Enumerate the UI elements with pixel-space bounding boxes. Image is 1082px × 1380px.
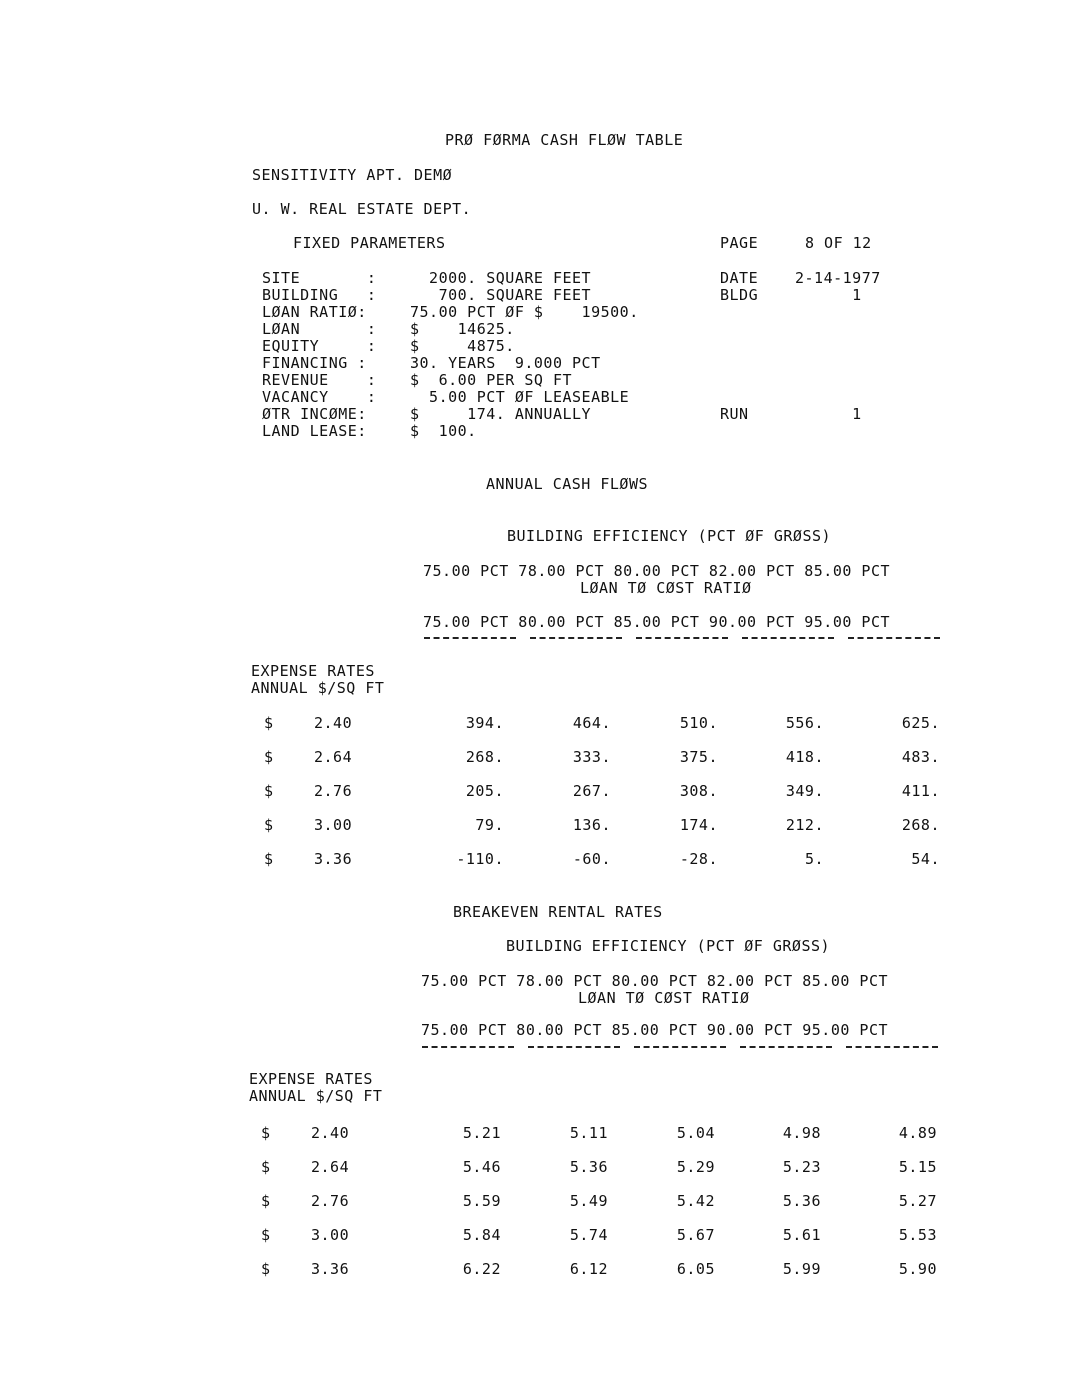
- table-cell: 5.29: [676, 1158, 715, 1176]
- breakeven-heading: BREAKEVEN RENTAL RATES: [453, 903, 663, 921]
- dollar-sign: $: [264, 816, 274, 834]
- parameter-label: REVENUE :: [262, 371, 377, 389]
- table-cell: 5.36: [782, 1192, 821, 1210]
- table-cell: -110.: [456, 850, 504, 868]
- expense-rate: 2.76: [311, 1192, 350, 1210]
- dollar-sign: $: [261, 1260, 271, 1278]
- table-cell: 483.: [901, 748, 940, 766]
- expense-rate: 2.76: [314, 782, 353, 800]
- table-cell: -60.: [572, 850, 611, 868]
- table-cell: 4.89: [898, 1124, 937, 1142]
- project-name: SENSITIVITY APT. DEMØ: [252, 166, 453, 184]
- table-row: [264, 816, 954, 850]
- page-number: 8 OF 12: [805, 234, 872, 252]
- table-cell: 5.53: [898, 1226, 937, 1244]
- table-cell: 5.90: [898, 1260, 937, 1278]
- table-cell: 5.21: [462, 1124, 501, 1142]
- dollar-sign: $: [261, 1124, 271, 1142]
- fixed-parameters-heading: FIXED PARAMETERS: [293, 234, 446, 252]
- parameter-right-value: 2-14-1977: [795, 269, 881, 287]
- table-cell: 333.: [572, 748, 611, 766]
- parameter-row: [262, 320, 902, 337]
- table-row: [264, 748, 954, 782]
- parameter-label: SITE :: [262, 269, 377, 287]
- annual-cash-flows-heading: ANNUAL CASH FLØWS: [486, 475, 649, 493]
- parameter-value: $ 14625.: [410, 320, 515, 338]
- parameter-value: 30. YEARS 9.000 PCT: [410, 354, 601, 372]
- expense-rate: 2.40: [314, 714, 353, 732]
- breakeven-expense-head1: EXPENSE RATES: [249, 1070, 373, 1088]
- dollar-sign: $: [264, 782, 274, 800]
- expense-rate: 3.36: [311, 1260, 350, 1278]
- department-name: U. W. REAL ESTATE DEPT.: [252, 200, 472, 218]
- table-cell: 5.27: [898, 1192, 937, 1210]
- parameter-value: $ 174. ANNUALLY: [410, 405, 592, 423]
- parameter-value: 2000. SQUARE FEET: [410, 269, 592, 287]
- parameter-label: FINANCING :: [262, 354, 367, 372]
- annual-expense-head2: ANNUAL $/SQ FT: [251, 679, 385, 697]
- table-cell: 556.: [785, 714, 824, 732]
- table-cell: 4.98: [782, 1124, 821, 1142]
- table-row: [264, 782, 954, 816]
- table-cell: -28.: [679, 850, 718, 868]
- expense-rate: 3.00: [311, 1226, 350, 1244]
- parameter-row: [262, 286, 902, 303]
- expense-rate: 3.00: [314, 816, 353, 834]
- table-cell: 5.99: [782, 1260, 821, 1278]
- parameter-label: EQUITY :: [262, 337, 377, 355]
- parameter-value: 75.00 PCT ØF $ 19500.: [410, 303, 639, 321]
- breakeven-expense-head2: ANNUAL $/SQ FT: [249, 1087, 383, 1105]
- table-cell: 268.: [901, 816, 940, 834]
- table-row: [261, 1192, 951, 1226]
- table-cell: 174.: [679, 816, 718, 834]
- breakeven-rates-table: [261, 1124, 951, 1294]
- table-cell: 5.23: [782, 1158, 821, 1176]
- expense-rate: 2.40: [311, 1124, 350, 1142]
- page-title: PRØ FØRMA CASH FLØW TABLE: [445, 131, 684, 149]
- dollar-sign: $: [264, 714, 274, 732]
- table-cell: 5.59: [462, 1192, 501, 1210]
- table-cell: 625.: [901, 714, 940, 732]
- table-row: [261, 1158, 951, 1192]
- breakeven-loan-title: LØAN TØ CØST RATIØ: [578, 989, 750, 1007]
- table-cell: 464.: [572, 714, 611, 732]
- parameter-value: $ 4875.: [410, 337, 515, 355]
- parameter-label: VACANCY :: [262, 388, 377, 406]
- table-cell: 54.: [911, 850, 940, 868]
- annual-loan-title: LØAN TØ CØST RATIØ: [580, 579, 752, 597]
- parameter-right-value: 1: [795, 405, 862, 423]
- annual-expense-head1: EXPENSE RATES: [251, 662, 375, 680]
- parameter-row: [262, 269, 902, 286]
- dollar-sign: $: [261, 1192, 271, 1210]
- parameter-value: $ 100.: [410, 422, 477, 440]
- annual-cash-flows-table: [264, 714, 954, 884]
- table-cell: 5.74: [569, 1226, 608, 1244]
- fixed-parameters-list: [262, 269, 902, 439]
- table-cell: 5.15: [898, 1158, 937, 1176]
- table-cell: 205.: [465, 782, 504, 800]
- table-cell: 394.: [465, 714, 504, 732]
- parameter-row: [262, 405, 902, 422]
- parameter-right-label: RUN: [720, 405, 749, 423]
- table-row: [264, 714, 954, 748]
- parameter-label: LØAN RATIØ:: [262, 303, 367, 321]
- table-cell: 375.: [679, 748, 718, 766]
- annual-efficiency-values: 75.00 PCT 78.00 PCT 80.00 PCT 82.00 PCT 85.00 PCT: [423, 562, 891, 580]
- breakeven-header-underline: [422, 1046, 952, 1048]
- dollar-sign: $: [261, 1226, 271, 1244]
- table-cell: 510.: [679, 714, 718, 732]
- parameter-row: [262, 371, 902, 388]
- table-cell: 136.: [572, 816, 611, 834]
- table-cell: 6.12: [569, 1260, 608, 1278]
- table-cell: 212.: [785, 816, 824, 834]
- table-cell: 267.: [572, 782, 611, 800]
- table-cell: 5.49: [569, 1192, 608, 1210]
- parameter-label: LØAN :: [262, 320, 377, 338]
- annual-efficiency-title: BUILDING EFFICIENCY (PCT ØF GRØSS): [507, 527, 832, 545]
- table-cell: 418.: [785, 748, 824, 766]
- table-cell: 5.46: [462, 1158, 501, 1176]
- parameter-label: LAND LEASE:: [262, 422, 367, 440]
- breakeven-efficiency-values: 75.00 PCT 78.00 PCT 80.00 PCT 82.00 PCT 85.00 PCT: [421, 972, 889, 990]
- table-cell: 6.05: [676, 1260, 715, 1278]
- table-cell: 5.36: [569, 1158, 608, 1176]
- parameter-row: [262, 337, 902, 354]
- table-cell: 5.11: [569, 1124, 608, 1142]
- parameter-value: 5.00 PCT ØF LEASEABLE: [410, 388, 630, 406]
- parameter-label: ØTR INCØME:: [262, 405, 367, 423]
- expense-rate: 2.64: [314, 748, 353, 766]
- parameter-value: $ 6.00 PER SQ FT: [410, 371, 573, 389]
- parameter-right-label: DATE: [720, 269, 759, 287]
- table-cell: 5.04: [676, 1124, 715, 1142]
- expense-rate: 2.64: [311, 1158, 350, 1176]
- table-cell: 5.67: [676, 1226, 715, 1244]
- parameter-row: [262, 354, 902, 371]
- dollar-sign: $: [261, 1158, 271, 1176]
- annual-header-underline: [424, 637, 954, 639]
- page-label: PAGE: [720, 234, 759, 252]
- table-cell: 411.: [901, 782, 940, 800]
- table-row: [264, 850, 954, 884]
- table-cell: 79.: [475, 816, 504, 834]
- breakeven-loan-values: 75.00 PCT 80.00 PCT 85.00 PCT 90.00 PCT 95.00 PCT: [421, 1021, 889, 1039]
- table-cell: 308.: [679, 782, 718, 800]
- expense-rate: 3.36: [314, 850, 353, 868]
- parameter-value: 700. SQUARE FEET: [410, 286, 592, 304]
- parameter-right-label: BLDG: [720, 286, 759, 304]
- parameter-row: [262, 303, 902, 320]
- table-row: [261, 1226, 951, 1260]
- dollar-sign: $: [264, 850, 274, 868]
- parameter-row: [262, 422, 902, 439]
- parameter-row: [262, 388, 902, 405]
- parameter-right-value: 1: [795, 286, 862, 304]
- annual-loan-values: 75.00 PCT 80.00 PCT 85.00 PCT 90.00 PCT 95.00 PCT: [423, 613, 891, 631]
- table-cell: 5.: [804, 850, 824, 868]
- dollar-sign: $: [264, 748, 274, 766]
- table-row: [261, 1124, 951, 1158]
- table-cell: 6.22: [462, 1260, 501, 1278]
- table-cell: 5.42: [676, 1192, 715, 1210]
- table-row: [261, 1260, 951, 1294]
- parameter-label: BUILDING :: [262, 286, 377, 304]
- breakeven-efficiency-title: BUILDING EFFICIENCY (PCT ØF GRØSS): [506, 937, 831, 955]
- table-cell: 5.61: [782, 1226, 821, 1244]
- table-cell: 5.84: [462, 1226, 501, 1244]
- table-cell: 268.: [465, 748, 504, 766]
- table-cell: 349.: [785, 782, 824, 800]
